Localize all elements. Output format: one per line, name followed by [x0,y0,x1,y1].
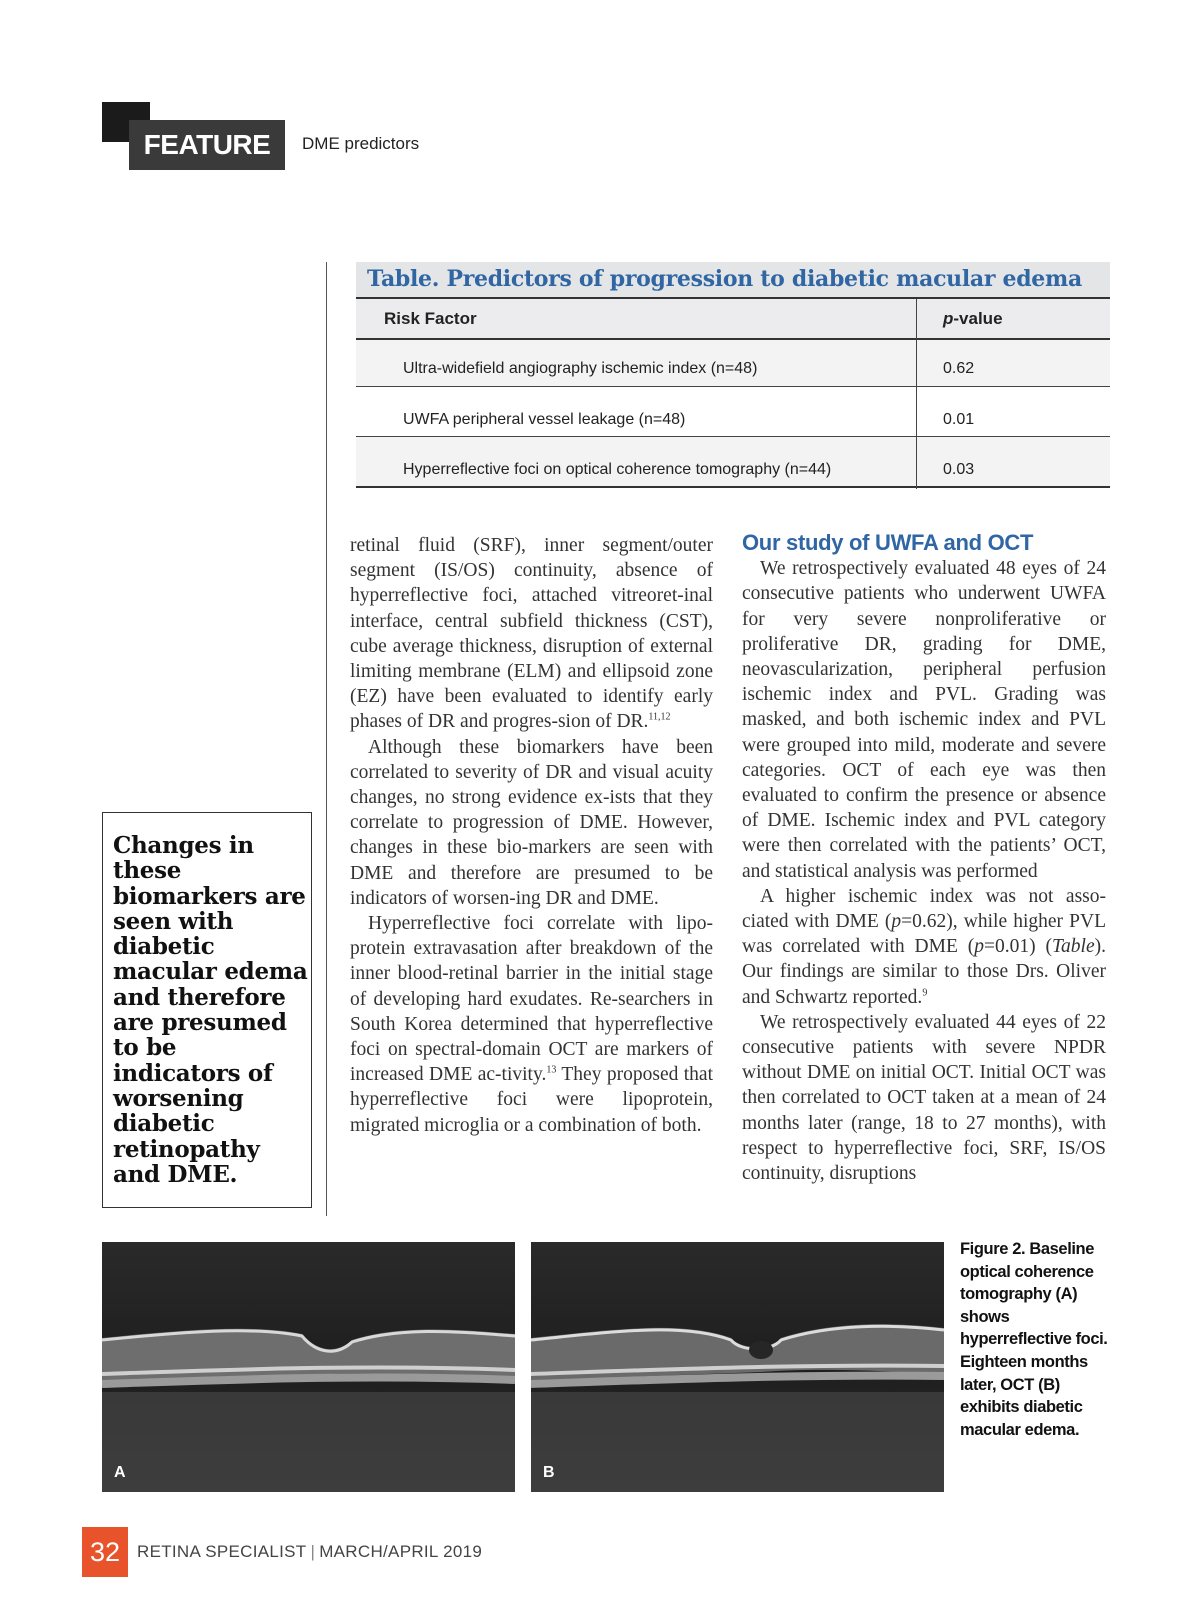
body-paragraph: retinal fluid (SRF), inner segment/outer segment (IS/OS) continuity, absence of hyperreflective foci, attached vitreoret-inal interface, central subfield thickness (CST), cube average thickness, disruption of external limiting membrane (ELM) and ellipsoid zone (EZ) have been evaluated to identify early phases of DR and progres-sion of DR.$^{11,12}$ [350,535,713,733]
table-cell-pvalue: 0.01 [943,411,975,428]
body-paragraph: We retrospectively evaluated 48 eyes of 24 consecutive patients who underwent UWFA for very severe nonproliferative or proliferative DR, grading for DME, neovascularization, peripheral perfusion ischemic index and PVL. Grading was masked, and both ischemic index and PVL were grouped into mild, moderate and severe categories. OCT of each eye was then evaluated to confirm the presence or absence of DME. Ischemic index and PVL category were then correlated with the patients’ OCT, and statistical analysis was performed [742,558,1106,882]
table-rule [356,386,1110,387]
oct-scan-a-graphic [102,1242,515,1492]
body-column-2 [742,530,1106,1186]
body-paragraph: Although these biomarkers have been correlated to severity of DR and visual acuity changes, no strong evidence ex-ists that they correlate to progression of DME. However, changes in these bio-markers are seen with DME and therefore are presumed to be indicators of worsen-ing DR and DME. [350,736,713,909]
table-rule [356,486,1110,488]
footer-publication: RETINA SPECIALIST | MARCH/APRIL 2019 [137,1542,483,1561]
feature-label: FEATURE [129,120,285,170]
page-number: 32 [82,1527,128,1577]
table-rule [356,338,1110,340]
oct-image-a [102,1242,515,1492]
body-paragraph: A higher ischemic index was not asso-ciated with DME (p=0.62), while higher PVL was correlated with DME (p=0.01) (Table). Our findings are similar to those Drs. Oliver and Schwartz reported.$^9$ [742,885,1107,1008]
figure-label-a: A [114,1464,126,1481]
body-paragraph: Hyperreflective foci correlate with lipo-protein extravasation after breakdown of the inner blood-retinal barrier in the initial stage of developing hard exudates. Re-searchers in South Korea determined that hyperreflective foci on spectral-domain OCT are markers of increased DME ac-tivity.$^{13}$ They proposed that hyperreflective foci were lipoprotein, migrated microglia or a combination of both. [350,913,713,1136]
table-title: Table. Predictors of progression to diabetic macular edema [367,266,1082,292]
table-header-pvalue: p-value [943,309,1003,328]
table-rule [356,436,1110,437]
figure-label-b: B [543,1464,555,1481]
table-header-risk-factor: Risk Factor [384,309,477,328]
table-cell-factor: UWFA peripheral vessel leakage (n=48) [403,411,686,428]
oct-scan-b-graphic [531,1242,944,1492]
table-cell-pvalue: 0.03 [943,461,975,478]
column-divider [326,262,327,1216]
table-cell-factor: Ultra-widefield angiography ischemic index (n=48) [403,360,758,377]
section-heading: Our study of UWFA and OCT [742,530,1034,555]
oct-image-b [531,1242,944,1492]
pull-quote-text: Changes in these biomarkers are seen with diabetic macular edema and therefore are presumed to be indicators of worsening diabetic retinopathy and DME. [113,832,308,1188]
figure-caption: Figure 2. Baseline optical coherence tomography (A) shows hyperreflective foci. Eighteen months later, OCT (B) exhibits diabetic macular edema. [960,1240,1108,1439]
table-cell-factor: Hyperreflective foci on optical coherence tomography (n=44) [403,461,832,478]
table-rule [356,297,1110,299]
table-column-divider [916,299,917,489]
body-column-1 [350,533,713,1138]
table-cell-pvalue: 0.62 [943,360,975,377]
section-label: DME predictors [302,134,420,153]
body-paragraph: We retrospectively evaluated 44 eyes of 22 consecutive patients with severe NPDR without DME on initial OCT. Initial OCT was then correlated to OCT taken at a mean of 24 months later (range, 18 to 27 months), with respect to hyperreflective foci, SRF, IS/OS continuity, disruptions [742,1011,1106,1185]
pull-quote-box [102,812,312,1208]
